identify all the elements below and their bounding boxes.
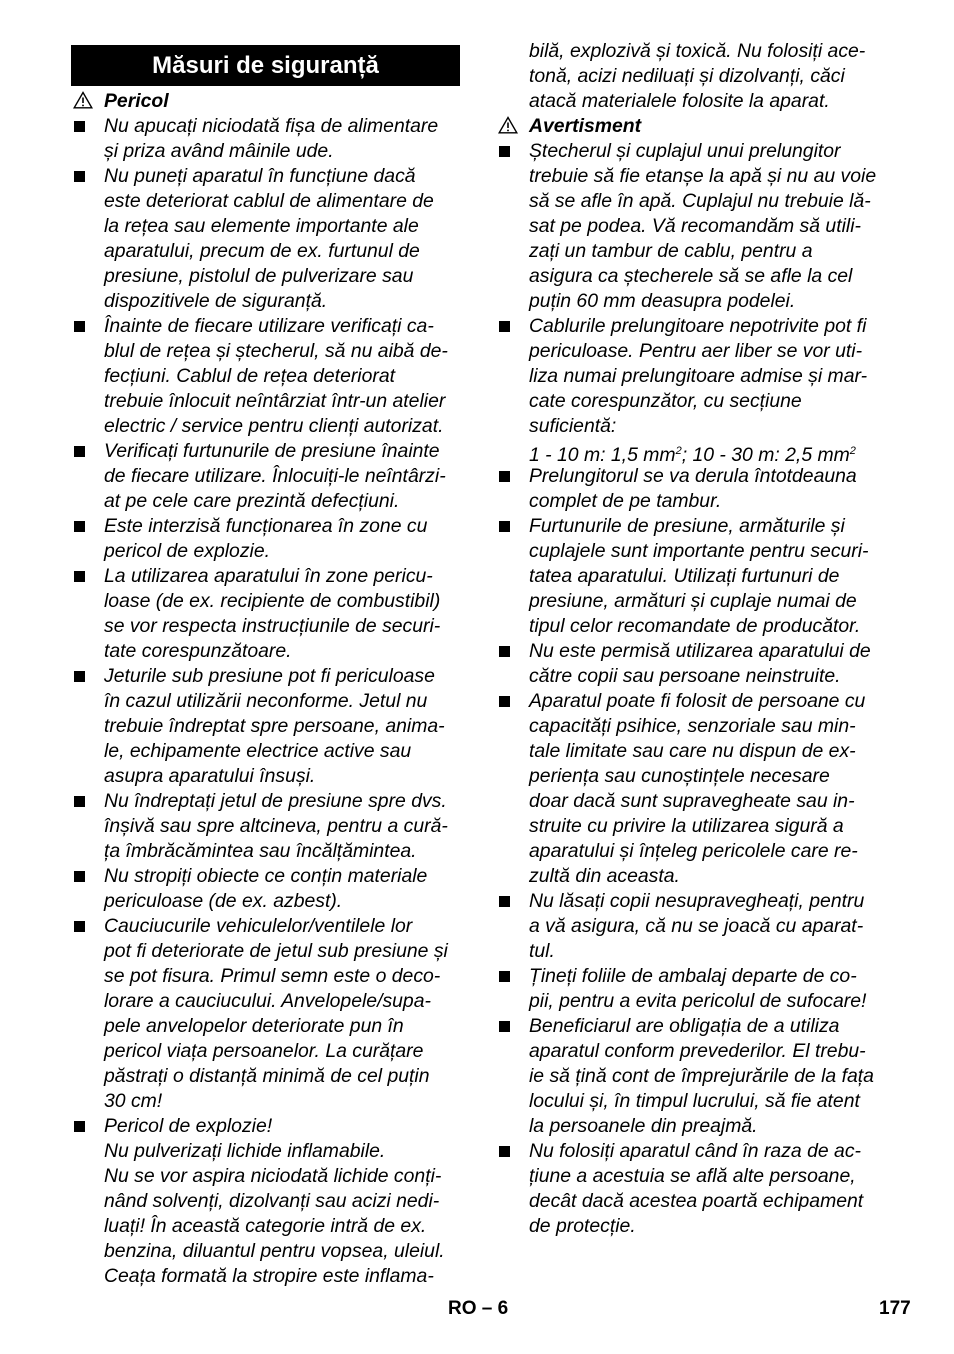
text-line: se vor respecta instrucțiunile de securi- bbox=[104, 615, 441, 637]
text-line: tul. bbox=[529, 940, 555, 962]
text-line: cuplajele sunt importante pentru securi- bbox=[529, 540, 869, 562]
text-line: Nu puneți aparatul în funcțiune dacă bbox=[104, 165, 416, 187]
bullet-icon bbox=[499, 1021, 510, 1032]
bullet-icon bbox=[499, 321, 510, 332]
text-line: asupra aparatului însuși. bbox=[104, 765, 316, 787]
text-line: periculoase. Pentru aer liber se vor uti- bbox=[529, 340, 863, 362]
text-line: sat pe podea. Vă recomandăm să utili- bbox=[529, 215, 861, 237]
text-line: este deteriorat cablul de alimentare de bbox=[104, 190, 434, 212]
bullet-icon bbox=[74, 521, 85, 532]
danger-heading: Pericol bbox=[104, 90, 169, 112]
text-line: Cauciucurile vehiculelor/ventilele lor bbox=[104, 915, 413, 937]
bullet-icon bbox=[499, 896, 510, 907]
text-line: luați! În această categorie intră de ex. bbox=[104, 1215, 427, 1237]
text-line: zați un tambur de cablu, pentru a bbox=[529, 240, 813, 262]
text-line: benzina, diluantul pentru vopsea, uleiul. bbox=[104, 1240, 445, 1262]
warning-heading: Avertisment bbox=[529, 115, 642, 137]
text-line: Nu pulverizați lichide inflamabile. bbox=[104, 1140, 386, 1162]
text-line: nând solvenți, dizolvanți sau acizi nedi- bbox=[104, 1190, 440, 1212]
text-line: a vă asigura, că nu se joacă cu aparat- bbox=[529, 915, 864, 937]
text-line: lorare a cauciucului. Anvelopele/supa- bbox=[104, 990, 431, 1012]
text-line: Cablurile prelungitoare nepotrivite pot fi bbox=[529, 315, 867, 337]
spec-superscript: 2 bbox=[675, 445, 682, 457]
text-line: Prelungitorul se va derula întotdeauna bbox=[529, 465, 857, 487]
section-title: Măsuri de siguranță bbox=[71, 45, 460, 86]
text-line: Ștecherul și cuplajul unui prelungitor bbox=[529, 140, 841, 162]
text-line: tatea aparatului. Utilizați furtunuri de bbox=[529, 565, 840, 587]
text-line: bilă, explozivă și toxică. Nu folosiți ace- bbox=[529, 40, 866, 62]
bullet-icon bbox=[74, 1121, 85, 1132]
text-line: și priza având mâinile ude. bbox=[104, 140, 334, 162]
text-line: complet de pe tambur. bbox=[529, 490, 722, 512]
text-line: pii, pentru a evita pericolul de sufocare! bbox=[529, 990, 867, 1012]
text-line: Nu apucați niciodată fișa de alimentare bbox=[104, 115, 439, 137]
text-line: La utilizarea aparatului în zone pericu- bbox=[104, 565, 433, 587]
text-line: Nu lăsați copii nesupravegheați, pentru bbox=[529, 890, 865, 912]
bullet-icon bbox=[499, 471, 510, 482]
text-line: locului și, în timpul lucrului, să fie atent bbox=[529, 1090, 860, 1112]
text-line: se pot fisura. Primul semn este o deco- bbox=[104, 965, 441, 987]
text-line: Este interzisă funcționarea în zone cu bbox=[104, 515, 428, 537]
text-line: electric / service pentru clienți autorizat. bbox=[104, 415, 444, 437]
bullet-icon bbox=[74, 796, 85, 807]
text-line: fecțiuni. Cablul de rețea deteriorat bbox=[104, 365, 396, 387]
bullet-icon bbox=[74, 571, 85, 582]
text-line: ța îmbrăcămintea sau încălțămintea. bbox=[104, 840, 417, 862]
text-line: Pericol de explozie! bbox=[104, 1115, 273, 1137]
text-line: liza numai prelungitoare admise și mar- bbox=[529, 365, 868, 387]
text-line: cate corespunzător, cu secțiune bbox=[529, 390, 802, 412]
text-line: at pe cele care prezintă defecțiuni. bbox=[104, 490, 400, 512]
bullet-icon bbox=[499, 521, 510, 532]
spec-part: 1 - 10 m: 1,5 mm bbox=[529, 444, 676, 466]
text-line: Nu îndreptați jetul de presiune spre dvs. bbox=[104, 790, 447, 812]
bullet-icon bbox=[499, 1146, 510, 1157]
section-page-label: RO – 6 bbox=[448, 1298, 509, 1319]
text-line: decât dacă acestea poartă echipament bbox=[529, 1190, 864, 1212]
text-line: Înainte de fiecare utilizare verificați ca- bbox=[104, 315, 434, 337]
text-line: tonă, acizi nediluați și dizolvanți, căci bbox=[529, 65, 845, 87]
text-line: la rețea sau elemente importante ale bbox=[104, 215, 419, 237]
text-line: de fiecare utilizare. Înlocuiți-le neîntârzi- bbox=[104, 465, 446, 487]
bullet-icon bbox=[74, 871, 85, 882]
text-line: trebuie îndreptat spre persoane, anima- bbox=[104, 715, 445, 737]
text-line: zultă din aceasta. bbox=[529, 865, 680, 887]
text-line: loase (de ex. recipiente de combustibil) bbox=[104, 590, 441, 612]
text-line: puțin 60 mm deasupra podelei. bbox=[529, 290, 796, 312]
text-line: către copii sau persoane neinstruite. bbox=[529, 665, 841, 687]
text-line: aparatului, precum de ex. furtunul de bbox=[104, 240, 420, 262]
text-line: presiune, armături și cuplaje numai de bbox=[529, 590, 857, 612]
text-line: dispozitivele de siguranță. bbox=[104, 290, 328, 312]
text-line: pot fi deteriorate de jetul sub presiune și bbox=[104, 940, 448, 962]
warning-triangle-icon bbox=[73, 91, 93, 109]
text-line: aparatul conform prevederilor. El trebu- bbox=[529, 1040, 866, 1062]
text-line: presiune, pistolul de pulverizare sau bbox=[104, 265, 414, 287]
bullet-icon bbox=[499, 146, 510, 157]
text-line: tate corespunzătoare. bbox=[104, 640, 292, 662]
text-line: periența sau cunoștințele necesare bbox=[529, 765, 830, 787]
text-line: trebuie înlocuit neîntârziat într-un atelier bbox=[104, 390, 446, 412]
text-line: suficientă: bbox=[529, 415, 617, 437]
spec-superscript: 2 bbox=[849, 445, 856, 457]
text-line: înșivă sau spre altcineva, pentru a cură- bbox=[104, 815, 448, 837]
text-line: Aparatul poate fi folosit de persoane cu bbox=[529, 690, 866, 712]
warning-triangle-icon bbox=[498, 116, 518, 134]
text-line: tale limitate sau care nu dispun de ex- bbox=[529, 740, 856, 762]
text-line: atacă materialele folosite la aparat. bbox=[529, 90, 830, 112]
bullet-icon bbox=[74, 446, 85, 457]
text-line: țiune a acestuia se află alte persoane, bbox=[529, 1165, 856, 1187]
page-number: 177 bbox=[879, 1298, 911, 1319]
text-line: să se afle în apă. Cuplajul nu trebuie lă- bbox=[529, 190, 871, 212]
text-line: Nu este permisă utilizarea aparatului de bbox=[529, 640, 871, 662]
text-line: doar dacă sunt supravegheate sau in- bbox=[529, 790, 855, 812]
text-line: 30 cm! bbox=[104, 1090, 163, 1112]
bullet-icon bbox=[74, 921, 85, 932]
text-line: struite cu privire la utilizarea sigură a bbox=[529, 815, 844, 837]
spec-part: ; 10 - 30 m: 2,5 mm bbox=[681, 444, 850, 466]
text-line: păstrați o distanță minimă de cel puțin bbox=[104, 1065, 430, 1087]
text-line: Nu stropiți obiecte ce conțin materiale bbox=[104, 865, 428, 887]
text-line: Țineți foliile de ambalaj departe de co- bbox=[529, 965, 857, 987]
text-line: periculoase (de ex. azbest). bbox=[104, 890, 343, 912]
text-line: Jeturile sub presiune pot fi periculoase bbox=[104, 665, 435, 687]
text-line: Verificați furtunurile de presiune înainte bbox=[104, 440, 440, 462]
text-line: Nu folosiți aparatul când în raza de ac- bbox=[529, 1140, 861, 1162]
text-line: trebuie să fie etanșe la apă și nu au voie bbox=[529, 165, 877, 187]
text-line: de protecție. bbox=[529, 1215, 636, 1237]
text-line: capacități psihice, senzoriale sau min- bbox=[529, 715, 856, 737]
text-line: Furtunurile de presiune, armăturile și bbox=[529, 515, 845, 537]
bullet-icon bbox=[74, 321, 85, 332]
bullet-icon bbox=[499, 696, 510, 707]
text-line: pericol de explozie. bbox=[104, 540, 270, 562]
text-line: pele anvelopelor deteriorate pun în bbox=[104, 1015, 404, 1037]
text-line: în cazul utilizării neconforme. Jetul nu bbox=[104, 690, 428, 712]
bullet-icon bbox=[74, 171, 85, 182]
text-line: le, echipamente electrice active sau bbox=[104, 740, 412, 762]
bullet-icon bbox=[499, 646, 510, 657]
bullet-icon bbox=[74, 671, 85, 682]
text-line: blul de rețea și ștecherul, să nu aibă de- bbox=[104, 340, 448, 362]
text-line: tipul celor recomandate de producător. bbox=[529, 615, 861, 637]
text-line: Nu se vor aspira niciodată lichide conți- bbox=[104, 1165, 442, 1187]
text-line: ie să țină cont de împrejurările de la fața bbox=[529, 1065, 874, 1087]
bullet-icon bbox=[499, 971, 510, 982]
text-line: asigura ca ștecherele să se afle la cel bbox=[529, 265, 853, 287]
bullet-icon bbox=[74, 121, 85, 132]
text-line: la persoanele din preajmă. bbox=[529, 1115, 758, 1137]
text-line: pericol viața persoanelor. La curățare bbox=[104, 1040, 424, 1062]
text-line: Ceața formată la stropire este inflama- bbox=[104, 1265, 434, 1287]
text-line: Beneficiarul are obligația de a utiliza bbox=[529, 1015, 840, 1037]
text-line: aparatului și înțeleg pericolele care re- bbox=[529, 840, 858, 862]
